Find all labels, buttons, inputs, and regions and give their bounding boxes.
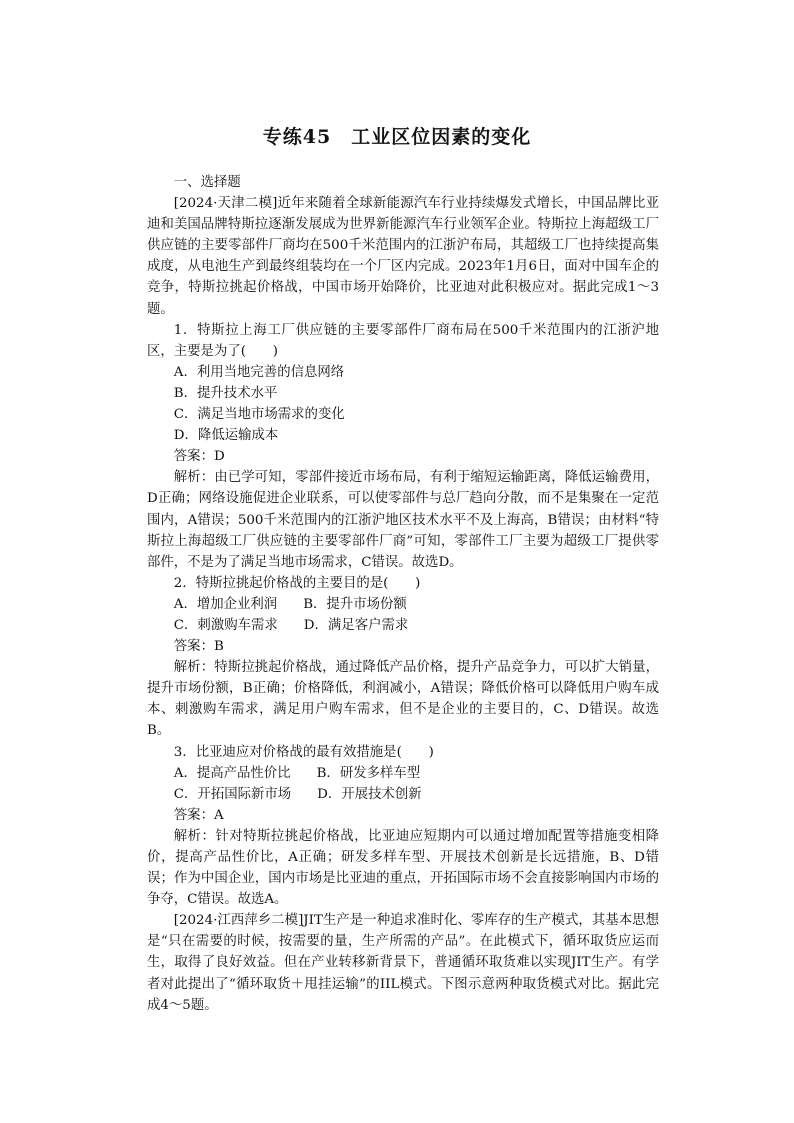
document-body (147, 172, 659, 1016)
page-title: 专练45 工业区位因素的变化 (262, 126, 532, 148)
question-1-option-b: B．提升技术水平 (173, 385, 278, 401)
question-3-option-d: D．开展技术创新 (317, 786, 422, 802)
question-1-stem: 1．特斯拉上海工厂供应链的主要零部件厂商布局在500千米范围内的江浙沪地区，主要是为了( ) (147, 322, 659, 359)
question-2-option-d: D．满足客户需求 (303, 617, 409, 633)
section-heading: 一、选择题 (173, 175, 241, 190)
question-2-answer: 答案：B (173, 639, 224, 655)
material-paragraph-1: [2024·天津二模]近年来随着全球新能源汽车行业持续爆发式增长，中国品牌比亚迪和美国品牌特斯拉逐渐发展成为世界新能源汽车行业领军企业。特斯拉上海超级工厂供应链的主要零部件厂商均在500千米范围内的江浙沪布局，其超级工厂也持续提高集成度，从电池生产到最终组装均在一个厂区内完成。2023年1月6日，面对中国车企的竞争，特斯拉挑起价格战，中国市场开始降价，比亚迪对此积极应对。据此完成1～3题。 (147, 196, 659, 317)
question-2-option-c: C．刺激购车需求 (173, 617, 278, 633)
question-1-option-a: A．利用当地完善的信息网络 (173, 364, 345, 380)
question-3-options-row-1 (147, 763, 659, 784)
question-2-option-b: B．提升市场份额 (303, 596, 407, 612)
question-2-stem: 2．特斯拉挑起价格战的主要目的是( ) (173, 575, 421, 591)
question-2-option-a: A．增加企业利润 (173, 596, 278, 612)
question-2-options-row-1 (147, 594, 659, 615)
question-1-option-c: C．满足当地市场需求的变化 (173, 407, 345, 423)
question-3-analysis: 解析：针对特斯拉挑起价格战，比亚迪应短期内可以通过增加配置等措施变相降价，提高产品性价比，A正确；研发多样车型、开展技术创新是长远措施，B、D错误；作为中国企业，国内市场是比亚迪的重点，开拓国际市场不会直接影响国内市场的争夺，C错误。故选A。 (147, 828, 659, 908)
question-2-analysis: 解析：特斯拉挑起价格战，通过降低产品价格，提升产品竞争力，可以扩大销量，提升市场份额，B正确；价格降低，利润减小，A错误；降低价格可以降低用户购车成本、刺激购车需求，满足用户购车需求，但不是企业的主要目的，C、D错误。故选B。 (147, 660, 659, 739)
question-3-options-row-2 (147, 784, 659, 805)
question-1-analysis: 解析：由已学可知，零部件接近市场布局，有利于缩短运输距离，降低运输费用，D正确；网络设施促进企业联系，可以使零部件与总厂趋向分散，而不是集聚在一定范围内，A错误；500千米范围内的江浙沪地区技术水平不及上海高，B错误；由材料“特斯拉上海超级工厂供应链的主要零部件厂商”可知，零部件工厂主要为超级工厂提供零部件，不是为了满足当地市场需求，C错误。故选D。 (147, 470, 659, 570)
question-3-stem: 3．比亚迪应对价格战的最有效措施是( ) (173, 744, 434, 760)
question-3-option-a: A．提高产品性价比 (173, 765, 291, 781)
question-2-options-row-2 (147, 615, 659, 636)
question-1-answer: 答案：D (173, 449, 225, 465)
question-3-option-c: C．开拓国际新市场 (173, 786, 292, 802)
question-3-answer: 答案：A (173, 807, 224, 823)
material-paragraph-2: [2024·江西萍乡二模]JIT生产是一种追求准时化、零库存的生产模式，其基本思想是“只在需要的时候，按需要的量，生产所需的产品”。在此模式下，循环取货应运而生，取得了良好效益。但在产业转移新背景下，普通循环取货难以实现JIT生产。有学者对此提出了“循环取货＋甩挂运输”的IIL模式。下图示意两种取货模式对比。据此完成4～5题。 (147, 913, 659, 1013)
question-3-option-b: B．研发多样车型 (316, 765, 421, 781)
question-1-option-d: D．降低运输成本 (173, 428, 279, 444)
